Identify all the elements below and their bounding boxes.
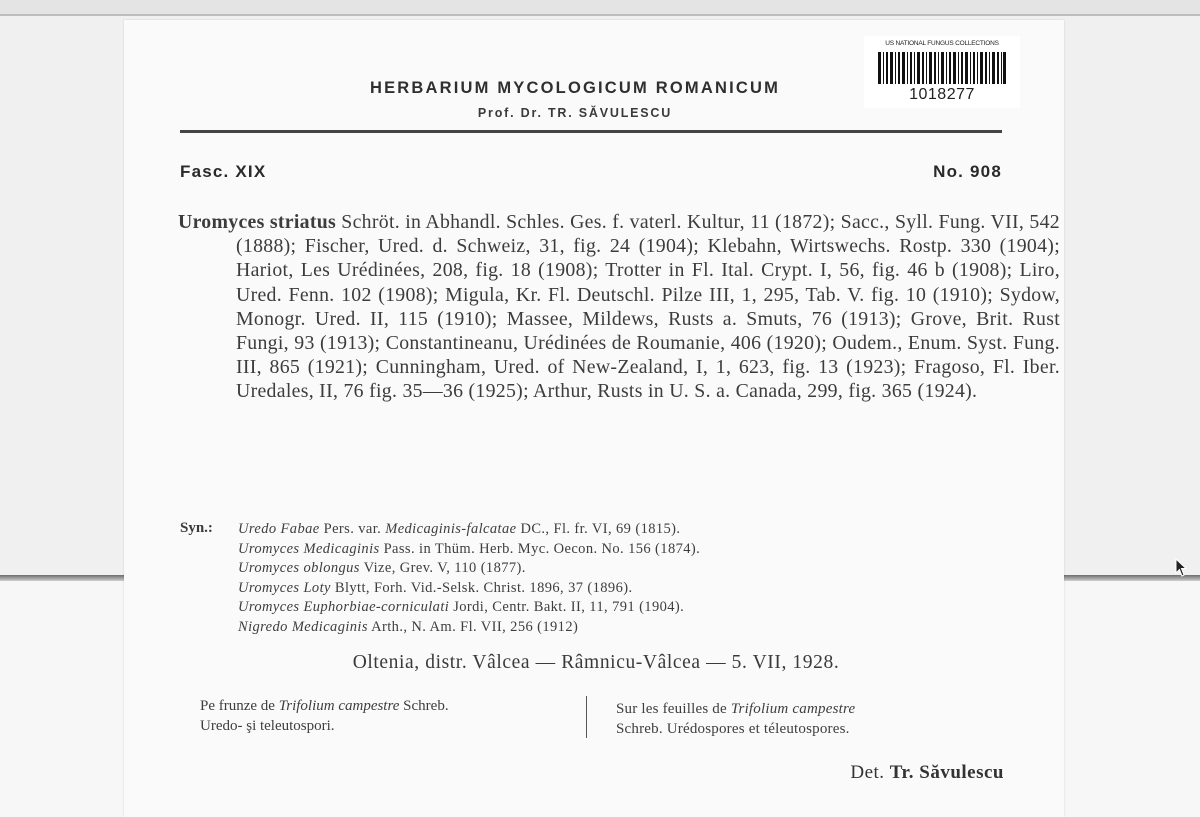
synonym-item [238, 579, 1018, 599]
mouse-cursor-icon [1175, 558, 1189, 578]
synonym-item [238, 559, 1018, 579]
citation-text: Schröt. in Abhandl. Schles. Ges. f. vaterl. Kultur, 11 (1872); Sacc., Syll. Fung. VII, 542 (1888); Fischer, Ured. d. Schweiz, 31, fig. 24 (1904); Klebahn, Wirtswechs. Rostp. 330 (1904); Hariot, Les Urédinées, 208, fig. 18 (1908); Trotter in Fl. Ital. Crypt. I, 56, fig. 46 b (1908); Liro, Ured. Fenn. 102 (1908); Migula, Kr. Fl. Deutschl. Pilze III, 1, 295, Tab. V. fig. 10 (1910); Sydow, Monogr. Ured. II, 115 (1910); Massee, Mildews, Rusts a. Smuts, 76 (1913); Grove, Brit. Rust Fungi, 93 (1913); Constantineanu, Urédinées de Roumanie, 406 (1920); Oudem., Enum. Syst. Fung. III, 865 (1921); Cunningham, Ured. of New-Zealand, I, 1, 623, fig. 13 (1923); Fragoso, Fl. Iber. Uredales, II, 76 fig. 35—36 (1925); Arthur, Rusts in U. S. a. Canada, 299, fig. 365 (1924). [236, 211, 1060, 403]
host-plant-name: Trifolium campestre [730, 701, 856, 717]
barcode-caption: US NATIONAL FUNGUS COLLECTIONS [885, 40, 999, 47]
herbarium-title: HERBARIUM MYCOLOGICUM ROMANICUM [369, 79, 781, 97]
synonym-name: Nigredo Medicaginis [238, 618, 368, 635]
synonyms-label: Syn.: [180, 520, 213, 536]
synonym-item [238, 540, 1018, 560]
host-note-spores: Schreb. Urédospores et téleutospores. [616, 721, 850, 737]
synonym-reference-secondary: DC., Fl. fr. VI, 69 (1815). [520, 521, 681, 537]
host-note-french [616, 699, 1006, 739]
herbarium-director: Prof. Dr. TR. SĂVULESCU [477, 106, 673, 120]
determiner [690, 762, 1004, 784]
host-note-prefix: Sur les feuilles de [616, 701, 727, 717]
specimen-number: No. 908 [933, 162, 1002, 181]
synonym-name: Uredo Fabae [238, 521, 320, 537]
host-note-prefix: Pe frunze de [200, 698, 275, 714]
synonym-item [238, 618, 1018, 638]
collection-locality: Oltenia, distr. Vâlcea — Râmnicu-Vâlcea — 5. VII, 1928. [352, 652, 840, 673]
synonym-reference: Blytt, Forh. Vid.-Selsk. Christ. 1896, 37 (1896). [334, 579, 633, 596]
fascicle-label: Fasc. XIX [180, 162, 267, 181]
host-note-author: Schreb. [403, 698, 449, 714]
synonym-reference: Arth., N. Am. Fl. VII, 256 (1912) [371, 618, 579, 635]
host-note-romanian [200, 696, 570, 736]
synonym-reference: Pass. in Thüm. Herb. Myc. Oecon. No. 156 (1874). [383, 540, 701, 557]
synonym-item [238, 520, 1018, 540]
synonym-reference: Pers. var. [323, 521, 382, 537]
host-plant-name: Trifolium campestre [278, 698, 400, 714]
synonym-name: Uromyces Medicaginis [238, 540, 380, 557]
synonym-reference: Jordi, Centr. Bakt. II, 11, 791 (1904). [453, 599, 685, 616]
species-citation [178, 210, 1060, 404]
barcode-number: 1018277 [909, 86, 975, 103]
synonym-name-secondary: Medicaginis-falcatae [385, 521, 517, 537]
host-note-spores: Uredo- şi teleutospori. [200, 718, 335, 734]
synonym-name: Uromyces Euphorbiae-corniculati [238, 599, 450, 616]
host-note-divider [586, 696, 587, 738]
synonym-item [238, 598, 1018, 618]
determiner-prefix: Det. [850, 762, 885, 783]
determiner-name: Tr. Săvulescu [889, 762, 1004, 783]
synonym-name: Uromyces Loty [238, 579, 331, 596]
header-rule [180, 130, 1002, 133]
synonyms-list [238, 520, 1018, 638]
species-name: Uromyces striatus [178, 211, 337, 233]
synonym-reference: Vize, Grev. V, 110 (1877). [363, 560, 526, 577]
synonym-name: Uromyces oblongus [238, 560, 360, 577]
